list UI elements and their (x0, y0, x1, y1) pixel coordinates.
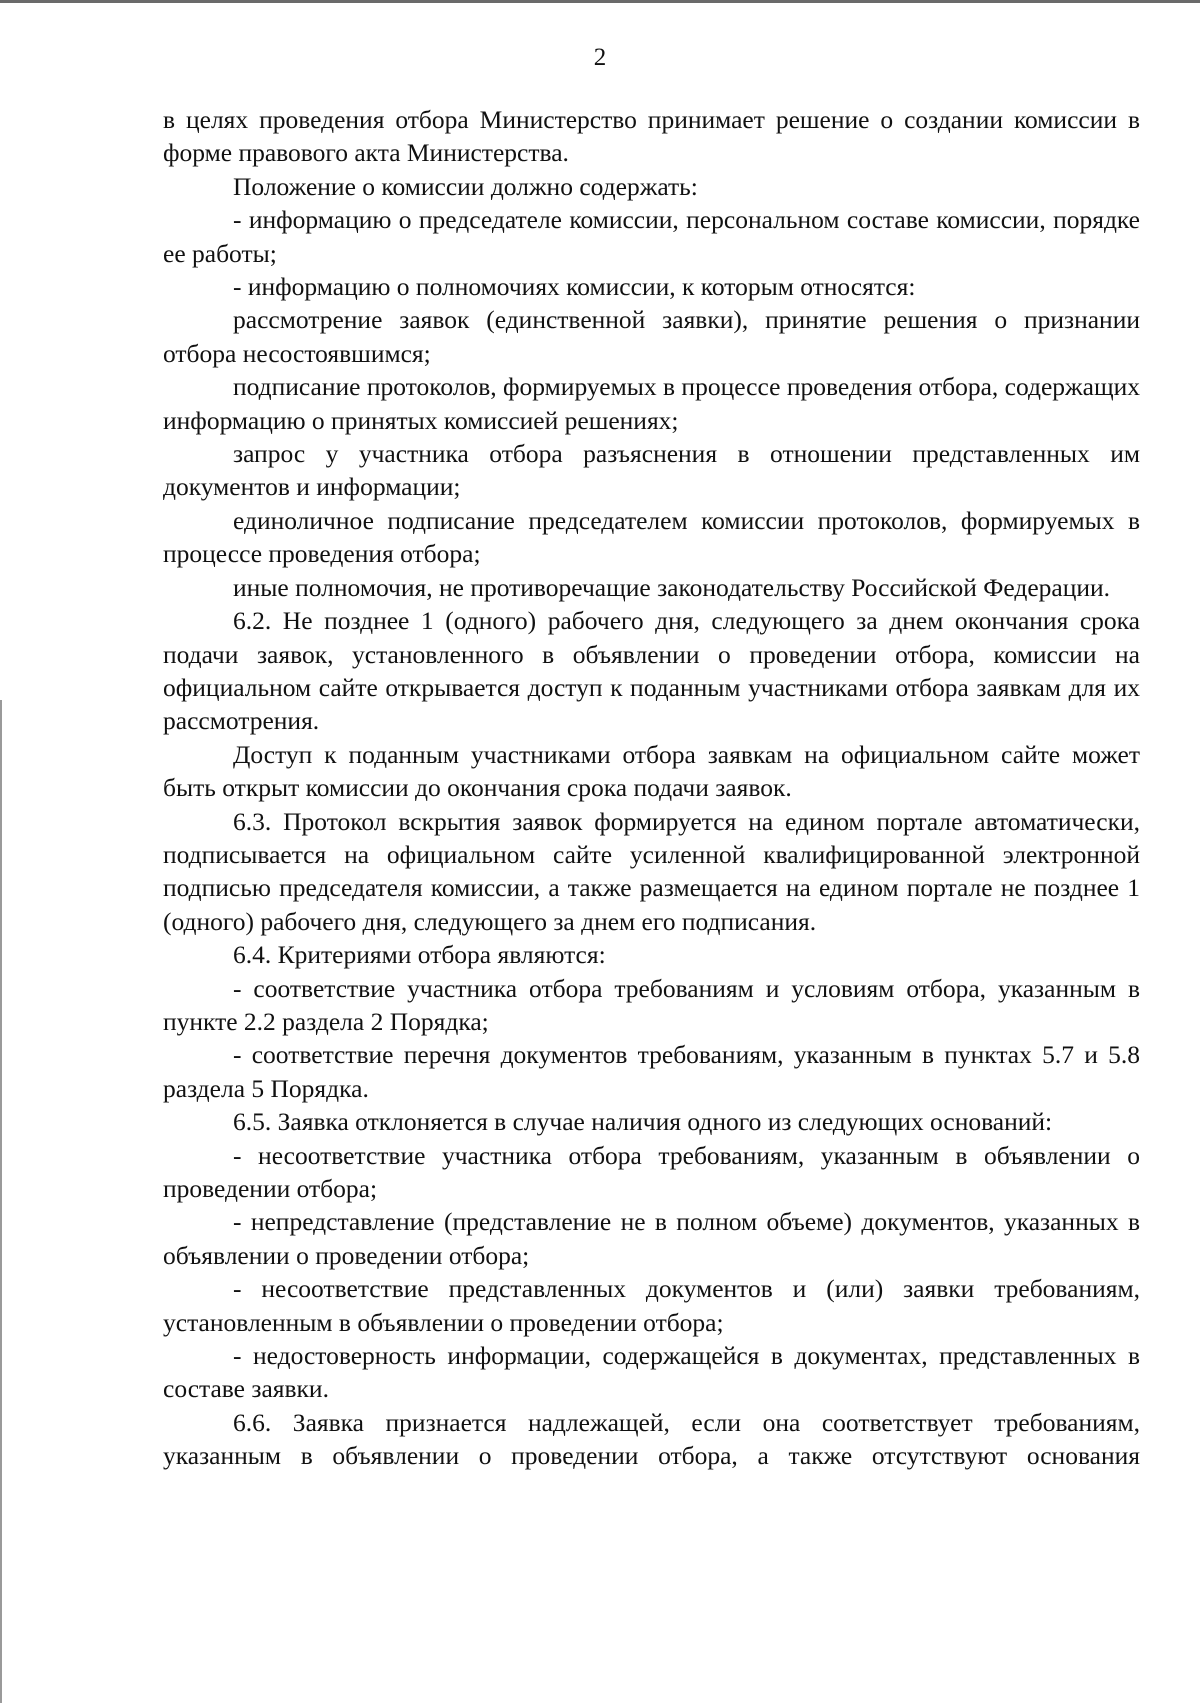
paragraph-6-3: 6.3. Протокол вскрытия заявок формируется на едином портале автоматически, подписывается на официальном сайте усиленной квалифицированной электронной подписью председателя комиссии, а также размещается на едином портале не позднее 1 (одного) рабочего дня, следующего за днем его подписания. (163, 806, 1140, 936)
paragraph-6-2: 6.2. Не позднее 1 (одного) рабочего дня, следующего за днем окончания срока подачи заявок, установленного в объявлении о проведении отбора, комиссии на официальном сайте открывается доступ к поданным участниками отбора заявкам для их рассмотрения. (163, 606, 1140, 736)
paragraph: в целях проведения отбора Министерство принимает решение о создании комиссии в форме правового акта Министерства. (163, 105, 1140, 168)
paragraph: Доступ к поданным участниками отбора заявкам на официальном сайте может быть открыт комиссии до окончания срока подачи заявок. (163, 739, 1140, 803)
paragraph-6-4: 6.4. Критериями отбора являются: (233, 940, 606, 970)
paragraph: единоличное подписание председателем комиссии протоколов, формируемых в процессе проведения отбора; (163, 505, 1140, 569)
paragraph-6-6: 6.6. Заявка признается надлежащей, если она соответствует требованиям, указанным в объявлении о проведении отбора, а также отсутствуют основания (163, 1407, 1140, 1471)
paragraph: - соответствие участника отбора требованиям и условиям отбора, указанным в пункте 2.2 раздела 2 Порядка; (163, 973, 1140, 1036)
paragraph: - информацию о председателе комиссии, персональном составе комиссии, порядке ее работы; (163, 205, 1140, 268)
scan-top-border (0, 0, 1200, 3)
paragraph: рассмотрение заявок (единственной заявки), принятие решения о признании отбора несостоявшимся; (163, 305, 1140, 368)
paragraph: подписание протоколов, формируемых в процессе проведения отбора, содержащих информацию о принятых комиссией решениях; (163, 372, 1140, 435)
paragraph: - недостоверность информации, содержащейся в документах, представленных в составе заявки. (163, 1341, 1140, 1404)
scan-left-border (0, 700, 2, 1703)
paragraph: - непредставление (представление не в полном объеме) документов, указанных в объявлении о проведении отбора; (163, 1207, 1140, 1270)
document-body (163, 103, 1140, 1473)
paragraph: - соответствие перечня документов требованиям, указанным в пунктах 5.7 и 5.8 раздела 5 Порядка. (163, 1040, 1140, 1103)
page-number: 2 (593, 44, 607, 71)
paragraph: - несоответствие представленных документов и (или) заявки требованиям, установленным в объявлении о проведении отбора; (163, 1274, 1140, 1337)
paragraph: - информацию о полномочиях комиссии, к которым относятся: (233, 272, 916, 302)
paragraph: Положение о комиссии должно содержать: (233, 171, 698, 201)
paragraph: запрос у участника отбора разъяснения в отношении представленных им документов и информации; (163, 439, 1140, 502)
paragraph: иные полномочия, не противоречащие законодательству Российской Федерации. (233, 572, 1111, 602)
paragraph-6-5: 6.5. Заявка отклоняется в случае наличия одного из следующих оснований: (233, 1107, 1053, 1137)
paragraph: - несоответствие участника отбора требованиям, указанным в объявлении о проведении отбора; (163, 1140, 1140, 1203)
